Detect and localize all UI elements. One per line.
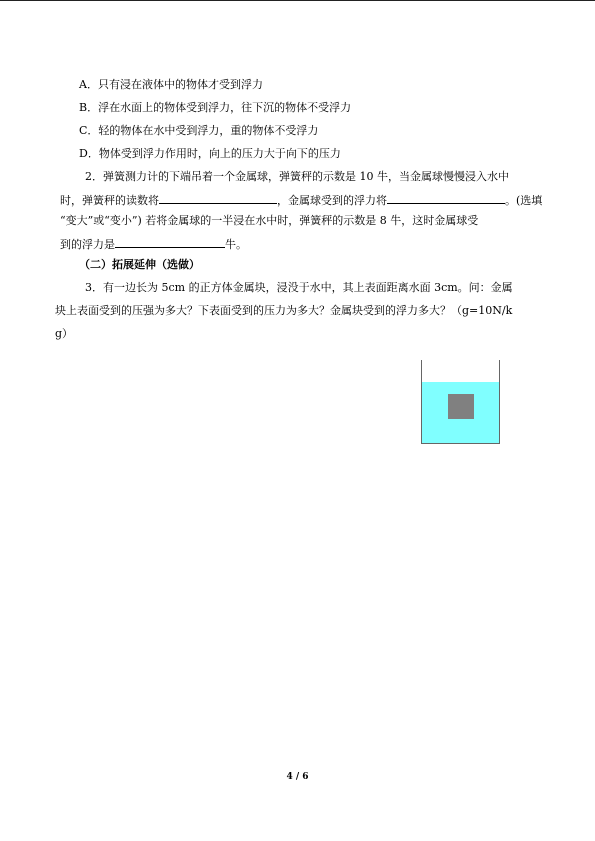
q2-blank-1	[159, 192, 277, 204]
top-rule	[0, 0, 595, 1]
submerged-block-diagram	[421, 360, 500, 444]
q3-line-3: g）	[55, 327, 74, 340]
page-number: 4 / 6	[286, 772, 309, 782]
option-c: C．轻的物体在水中受到浮力，重的物体不受浮力	[79, 124, 319, 137]
q2-blank-3	[115, 236, 225, 248]
q2-line-1: 2．弹簧测力计的下端吊着一个金属球，弹簧秤的示数是 10 牛，当金属球慢慢浸入水中	[85, 170, 509, 183]
option-a: A．只有浸在液体中的物体才受到浮力	[79, 78, 263, 91]
q3-line-2: 块上表面受到的压强为多大？下表面受到的压力为多大？金属块受到的浮力多大？（g=10N/k	[55, 304, 513, 317]
q3-line-1: 3．有一边长为 5cm 的正方体金属块，浸没于水中，其上表面距离水面 3cm。问：金属	[85, 281, 513, 294]
q2-line-4-b: 牛。	[225, 238, 247, 251]
q2-line-3: “变大”或“变小”) 若将金属球的一半浸在水中时，弹簧秤的示数是 8 牛，这时金属球受	[60, 214, 479, 227]
option-d: D．物体受到浮力作用时，向上的压力大于向下的压力	[79, 147, 341, 160]
option-b: B．浮在水面上的物体受到浮力，往下沉的物体不受浮力	[79, 101, 352, 114]
q2-line-4	[60, 236, 247, 252]
q2-blank-2	[387, 192, 505, 204]
q2-line-2	[60, 192, 542, 208]
q2-line-4-a: 到的浮力是	[60, 238, 115, 251]
q2-line-2-c: 。(选填	[505, 194, 543, 207]
section-title: （二）拓展延伸（选做）	[79, 258, 200, 271]
q2-line-2-a: 时，弹簧秤的读数将	[60, 194, 159, 207]
metal-block	[448, 394, 474, 419]
q2-line-2-b: ，金属球受到的浮力将	[277, 194, 387, 207]
